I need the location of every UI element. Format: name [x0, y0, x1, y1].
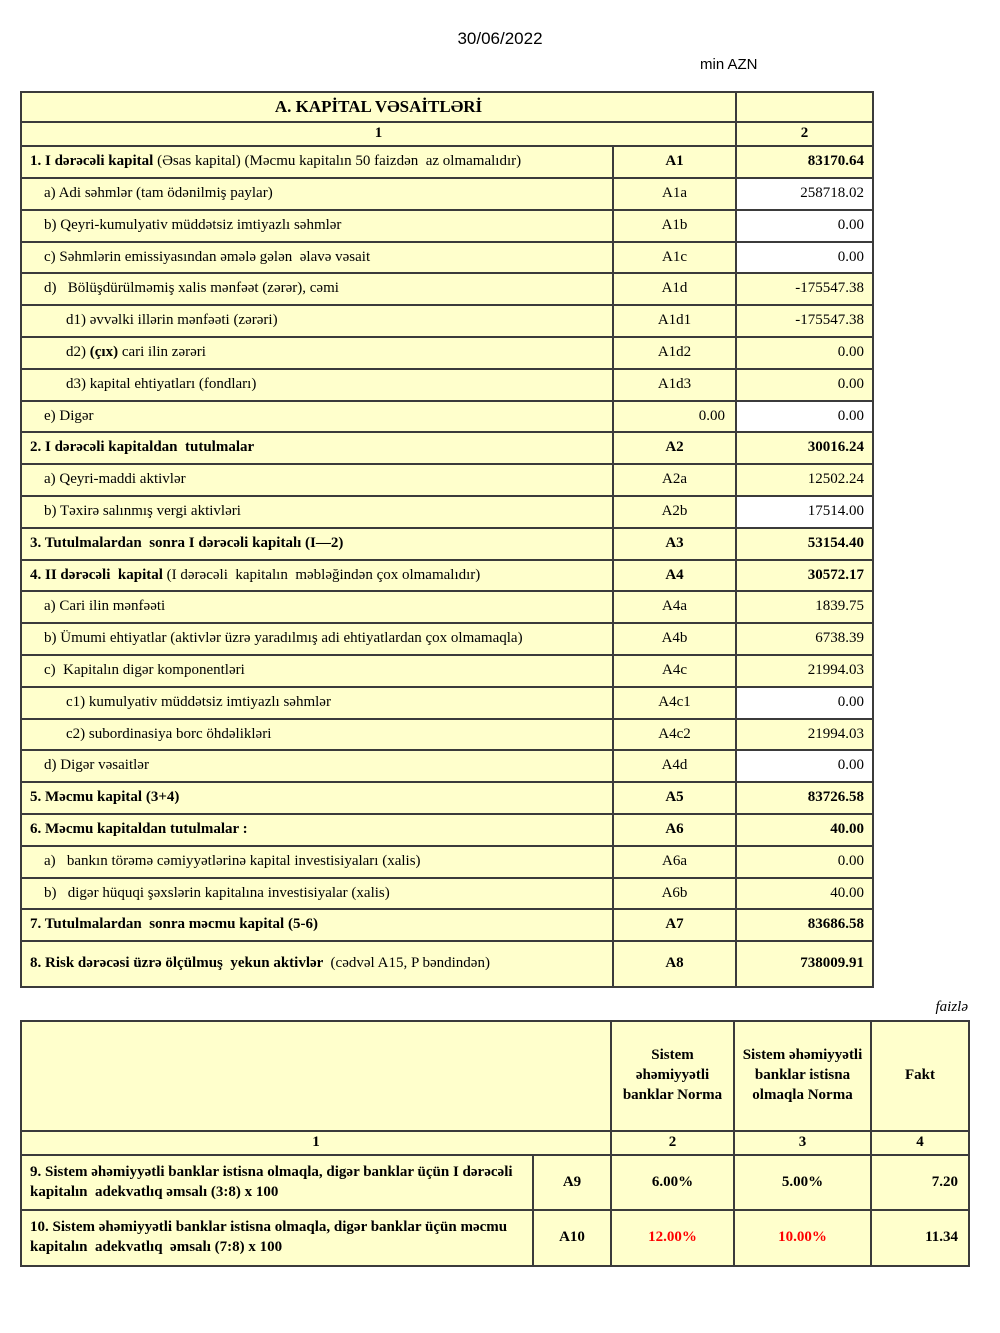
row-norma-sib: 6.00% [611, 1155, 734, 1211]
table-row [21, 750, 873, 782]
row-label [21, 909, 613, 941]
report-date: 30/06/2022 [457, 29, 543, 48]
row-code: A1d2 [613, 337, 736, 369]
row-code: A2a [613, 464, 736, 496]
row-norma-ex: 10.00% [734, 1210, 871, 1266]
table-row [21, 1210, 969, 1266]
row-code: A1 [613, 146, 736, 178]
ratio-column-index-4: 4 [871, 1131, 969, 1155]
row-code: A4d [613, 750, 736, 782]
row-code: A4c [613, 655, 736, 687]
row-value: 0.00 [736, 242, 873, 274]
ratio-header-norma-sib: Sistem əhəmiyyətli banklar Norma [611, 1021, 734, 1131]
ratio-table [20, 1020, 970, 1267]
label-text: d) Digər vəsaitlər [44, 757, 149, 774]
table-row [21, 210, 873, 242]
row-label [21, 305, 613, 337]
row-label [21, 719, 613, 751]
row-label [21, 591, 613, 623]
ratio-header-empty-cell [21, 1021, 611, 1131]
table-row [21, 464, 873, 496]
row-fakt: 11.34 [871, 1210, 969, 1266]
row-label [21, 878, 613, 910]
label-text: 5. Məcmu kapital (3+4) [30, 789, 180, 806]
row-code: A6 [613, 814, 736, 846]
label-text: 6. Məcmu kapitaldan tutulmalar : [30, 820, 248, 837]
label-text: 10. Sistem əhəmiyyətli banklar istisna olmaqla, digər banklar üçün məcmu kapitalın adekvatlıq əmsalı [30, 1219, 511, 1256]
row-label [21, 782, 613, 814]
table-row [21, 909, 873, 941]
label-text: d1) əvvəlki illərin mənfəəti (zərəri) [66, 312, 278, 329]
table-row [21, 560, 873, 592]
row-norma-ex: 5.00% [734, 1155, 871, 1211]
row-label [21, 528, 613, 560]
row-value: 738009.91 [736, 941, 873, 987]
row-code: A4c1 [613, 687, 736, 719]
row-label [21, 432, 613, 464]
row-value: 30572.17 [736, 560, 873, 592]
row-label [21, 941, 613, 987]
label-text: 2. I dərəcəli kapitaldan tutulmalar [30, 439, 255, 456]
row-value: 40.00 [736, 878, 873, 910]
table-row [21, 1155, 969, 1211]
row-code: A2 [613, 432, 736, 464]
column-index-1: 1 [21, 122, 736, 146]
label-text: b) Təxirə salınmış vergi aktivləri [44, 503, 241, 519]
row-label [21, 401, 613, 433]
label-text: d3) kapital ehtiyatları (fondları) [66, 375, 257, 392]
row-code: A4 [613, 560, 736, 592]
table-row [21, 432, 873, 464]
table-row [21, 369, 873, 401]
table-row [21, 591, 873, 623]
ratio-header-fakt: Fakt [871, 1021, 969, 1131]
label-text: 9. Sistem əhəmiyyətli banklar istisna olmaqla, digər banklar üçün I dərəcəli kapitalın adekvatlıq əmsalı [30, 1163, 521, 1200]
capital-table-title: A. KAPİTAL VƏSAİTLƏRİ [21, 92, 736, 122]
row-value: 83170.64 [736, 146, 873, 178]
row-value: 12502.24 [736, 464, 873, 496]
row-code: A2b [613, 496, 736, 528]
table-row [21, 496, 873, 528]
row-norma-sib: 12.00% [611, 1210, 734, 1266]
row-code: A8 [613, 941, 736, 987]
label-text: b) digər hüquqi şəxslərin kapitalına investisiyalar (xalis) [44, 884, 390, 901]
label-text: c) Səhmlərin emissiyasından əmələ gələn əlavə vəsait [44, 248, 371, 265]
label-text: a) Adi səhmlər (tam ödənilmiş paylar) [44, 185, 273, 202]
label-text: 8. Risk dərəcəsi üzrə ölçülmuş yekun aktivlər [30, 955, 327, 972]
row-label [21, 242, 613, 274]
table-row [21, 878, 873, 910]
label-text: 7. Tutulmalardan sonra məcmu kapital (5-6) [30, 916, 318, 933]
table-row [21, 719, 873, 751]
label-text: b) Qeyri-kumulyativ müddətsiz imtiyazlı səhmlər [44, 216, 342, 233]
label-text: 1. I dərəcəli kapital [30, 153, 154, 170]
ratio-column-index-2: 2 [611, 1131, 734, 1155]
row-fakt: 7.20 [871, 1155, 969, 1211]
table-row [21, 242, 873, 274]
label-text: (3:8) x 100 [210, 1183, 279, 1200]
table-row [21, 814, 873, 846]
row-value: 0.00 [736, 369, 873, 401]
row-value: 0.00 [736, 750, 873, 782]
row-code: A6a [613, 846, 736, 878]
table-row [21, 623, 873, 655]
row-label [21, 464, 613, 496]
row-value: 30016.24 [736, 432, 873, 464]
row-value: 21994.03 [736, 719, 873, 751]
row-code: A4b [613, 623, 736, 655]
row-code: A7 [613, 909, 736, 941]
label-text: c2) subordinasiya borc öhdəlikləri [66, 725, 272, 742]
table-row [21, 178, 873, 210]
row-code: A1b [613, 210, 736, 242]
label-text: e) Digər [44, 407, 94, 424]
row-code: A3 [613, 528, 736, 560]
label-text: a) Qeyri-maddi aktivlər [44, 471, 186, 488]
row-label [21, 655, 613, 687]
row-value: 0.00 [736, 846, 873, 878]
label-text: (I dərəcəli kapitalın məbləğindən çox olmamalıdır) [162, 566, 481, 583]
row-code: A6b [613, 878, 736, 910]
label-text: d2) [66, 344, 90, 361]
row-value: 1839.75 [736, 591, 873, 623]
row-label [21, 210, 613, 242]
row-value: 21994.03 [736, 655, 873, 687]
row-code: A4c2 [613, 719, 736, 751]
row-label [21, 273, 613, 305]
row-label [21, 623, 613, 655]
capital-table [20, 91, 874, 988]
row-value: -175547.38 [736, 273, 873, 305]
label-text: (7:8) x 100 [214, 1239, 283, 1256]
row-code: A1d [613, 273, 736, 305]
label-text: c1) kumulyativ müddətsiz imtiyazlı səhmlər [66, 693, 331, 710]
ratio-table-header-row [21, 1021, 969, 1131]
row-label [21, 687, 613, 719]
ratio-column-index-1: 1 [21, 1131, 611, 1155]
row-value: 83686.58 [736, 909, 873, 941]
ratio-column-index-3: 3 [734, 1131, 871, 1155]
label-text: a) bankın törəmə cəmiyyətlərinə kapital investisiyaları (xalis) [44, 852, 421, 869]
row-code: A5 [613, 782, 736, 814]
row-value: 0.00 [736, 337, 873, 369]
row-label [21, 337, 613, 369]
label-text: (çıx) [89, 344, 119, 361]
table-row [21, 846, 873, 878]
table-row [21, 401, 873, 433]
row-label [21, 750, 613, 782]
label-text: d) Bölüşdürülməmiş xalis mənfəət (zərər), cəmi [44, 280, 339, 297]
label-text: 3. Tutulmalardan sonra I dərəcəli kapitalı (I—2) [30, 534, 344, 551]
row-label [21, 560, 613, 592]
label-text: 4. II dərəcəli kapital [30, 566, 163, 583]
ratio-header-norma-ex: Sistem əhəmiyyətli banklar istisna olmaqla Norma [734, 1021, 871, 1131]
row-code: A10 [533, 1210, 611, 1266]
row-value: 17514.00 [736, 496, 873, 528]
label-text: cari ilin zərəri [118, 344, 206, 361]
table-row [21, 337, 873, 369]
row-label [21, 846, 613, 878]
label-text: (Əsas kapital) (Məcmu kapitalın 50 faizdən az olmamalıdır) [153, 153, 522, 170]
capital-table-title-row [21, 92, 873, 122]
row-label [21, 1210, 533, 1266]
row-value: 0.00 [736, 687, 873, 719]
row-value: 0.00 [736, 401, 873, 433]
table-row [21, 273, 873, 305]
percent-unit-label: faizlə [935, 998, 968, 1015]
row-value: 40.00 [736, 814, 873, 846]
row-code: A1c [613, 242, 736, 274]
label-text: b) Ümumi ehtiyatlar (aktivlər üzrə yaradılmış adi ehtiyatlardan çox olmamaqla) [44, 630, 523, 647]
row-code: A1d1 [613, 305, 736, 337]
table-row [21, 528, 873, 560]
row-code: 0.00 [613, 401, 736, 433]
row-label [21, 178, 613, 210]
table-row [21, 655, 873, 687]
ratio-table-index-row [21, 1131, 969, 1155]
table-row [21, 941, 873, 987]
label-text: c) Kapitalın digər komponentləri [44, 661, 245, 678]
row-value: 0.00 [736, 210, 873, 242]
label-text: a) Cari ilin mənfəəti [44, 598, 166, 615]
column-index-2: 2 [736, 122, 873, 146]
row-label [21, 496, 613, 528]
capital-table-index-row [21, 122, 873, 146]
row-label [21, 1155, 533, 1211]
row-label [21, 814, 613, 846]
row-code: A9 [533, 1155, 611, 1211]
row-value: 83726.58 [736, 782, 873, 814]
table-row [21, 305, 873, 337]
row-value: 258718.02 [736, 178, 873, 210]
row-value: 53154.40 [736, 528, 873, 560]
row-code: A4a [613, 591, 736, 623]
table-row [21, 687, 873, 719]
row-value: 6738.39 [736, 623, 873, 655]
row-label [21, 369, 613, 401]
unit-label: min AZN [700, 56, 758, 73]
table-row [21, 146, 873, 178]
row-code: A1d3 [613, 369, 736, 401]
row-code: A1a [613, 178, 736, 210]
row-label [21, 146, 613, 178]
capital-table-title-empty-cell [736, 92, 873, 122]
label-text: (cədvəl A15, P bəndindən) [326, 955, 490, 972]
row-value: -175547.38 [736, 305, 873, 337]
table-row [21, 782, 873, 814]
